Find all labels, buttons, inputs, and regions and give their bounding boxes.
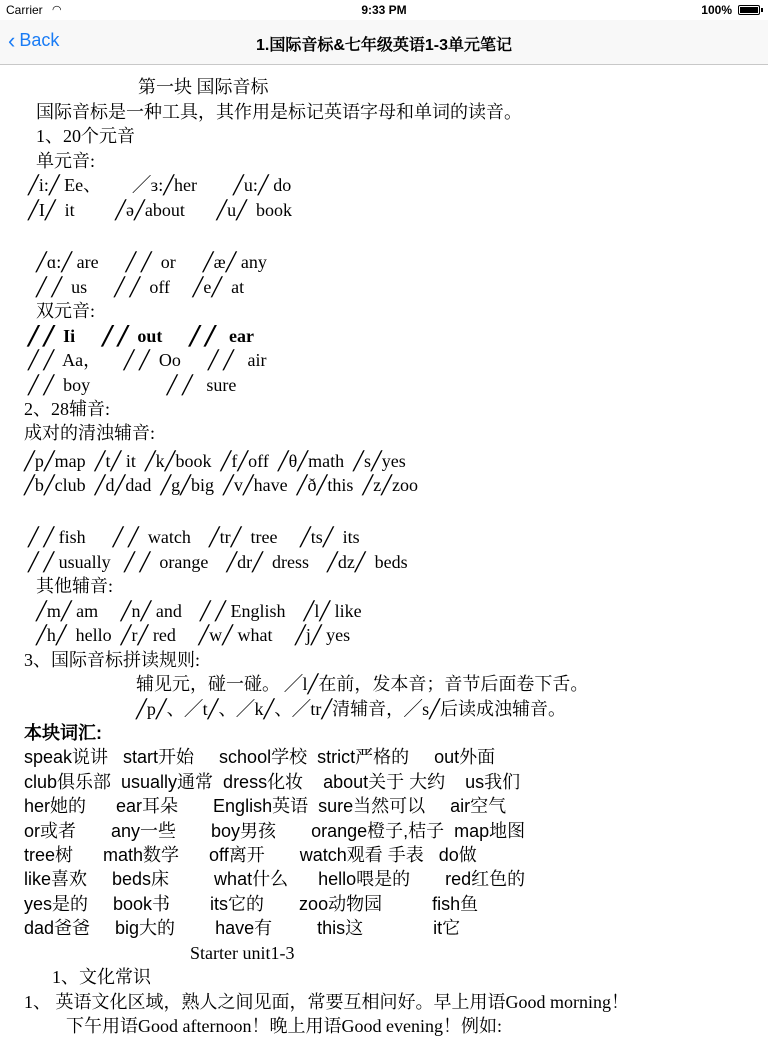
doc-line: ╱ ╱ Ii ╱ ╱ out ╱ ╱ ear [28, 326, 255, 346]
doc-line: ╱I╱ it ╱ə╱about ╱u╱ book [28, 200, 292, 220]
doc-line: 国际音标是一种工具，其作用是标记英语字母和单词的读音。 [36, 102, 522, 122]
document-content[interactable] [0, 64, 768, 1036]
doc-line: 本块词汇: [24, 723, 102, 743]
doc-line: ╱b╱club ╱d╱dad ╱g╱big ╱v╱have ╱ð╱this ╱z╱zoo [24, 475, 418, 495]
doc-line: ╱ ╱ fish ╱ ╱ watch ╱tr╱ tree ╱ts╱ its [28, 527, 360, 547]
doc-line: ╱ ╱ boy ╱ ╱ sure [28, 375, 237, 395]
doc-line: 3、国际音标拼读规则: [24, 650, 201, 670]
doc-line: 辅见元，碰一碰。 ╱l╱在前，发本音；音节后面卷下舌。 [136, 674, 589, 694]
doc-line: tree树 math数学 off离开 watch观看 手表 do做 [24, 845, 477, 865]
battery-icon [738, 5, 760, 15]
wifi-icon: ◠ [52, 4, 62, 16]
doc-line: ╱ɑ:╱ are ╱ ╱ or ╱æ╱ any [36, 252, 267, 272]
doc-line: ╱p╱、╱t╱、╱k╱、╱tr╱清辅音，╱s╱后读成浊辅音。 [136, 699, 567, 719]
doc-line: ╱ ╱ us ╱ ╱ off ╱e╱ at [36, 277, 245, 297]
doc-line: 单元音: [36, 151, 96, 171]
doc-line: ╱i:╱ Ee、 ╱ɜ:╱her ╱u:╱ do [28, 175, 292, 195]
doc-line: 1、文化常识 [52, 967, 151, 987]
doc-line: yes是的 book书 its它的 zoo动物园 fish鱼 [24, 894, 479, 914]
doc-line: 双元音: [36, 301, 96, 321]
status-bar [0, 0, 768, 20]
doc-line: speak说讲 start开始 school学校 strict严格的 out外面 [24, 747, 496, 767]
carrier-label: Carrier [6, 3, 43, 17]
doc-line: 成对的清浊辅音: [24, 423, 156, 443]
doc-line: like喜欢 beds床 what什么 hello喂是的 red红色的 [24, 869, 526, 889]
doc-line: 第一块 国际音标 [138, 77, 269, 97]
chevron-left-icon: ‹ [8, 27, 16, 53]
page-title: 1.国际音标&七年级英语1-3单元笔记 [255, 37, 513, 54]
doc-line: ╱ ╱ usually ╱ ╱ orange ╱dr╱ dress ╱dz╱ beds [28, 552, 408, 572]
doc-line: 2、28辅音: [24, 399, 111, 419]
status-time: 9:33 PM [361, 3, 407, 17]
doc-line: Starter unit1-3 [190, 943, 295, 963]
navigation-bar [0, 20, 768, 65]
battery-percent: 100% [701, 3, 732, 17]
doc-line: or或者 any一些 boy男孩 orange橙子,桔子 map地图 [24, 821, 526, 841]
doc-line: 其他辅音: [36, 576, 114, 596]
back-label: Back [19, 30, 60, 50]
doc-line: ╱p╱map ╱t╱ it ╱k╱book ╱f╱off ╱θ╱math ╱s╱yes [24, 451, 406, 471]
doc-line: 1、20个元音 [36, 126, 135, 146]
doc-line: her她的 ear耳朵 English英语 sure当然可以 air空气 [24, 796, 507, 816]
doc-line: club俱乐部 usually通常 dress化妆 about关于 大约 us我们 [24, 772, 521, 792]
doc-line: ╱ ╱ Aa， ╱ ╱ Oo ╱ ╱ air [28, 350, 267, 370]
doc-line: ╱h╱ hello ╱r╱ red ╱w╱ what ╱j╱ yes [36, 625, 351, 645]
doc-line: dad爸爸 big大的 have有 this这 it它 [24, 918, 461, 938]
doc-line: ╱m╱ am ╱n╱ and ╱ ╱ English ╱l╱ like [36, 601, 362, 621]
doc-line: 1、 英语文化区域，熟人之间见面，常要互相问好。早上用语Good morning！ [24, 992, 629, 1012]
battery-fill [740, 7, 758, 13]
doc-line: 下午用语Good afternoon！晚上用语Good evening！例如: [66, 1016, 502, 1036]
